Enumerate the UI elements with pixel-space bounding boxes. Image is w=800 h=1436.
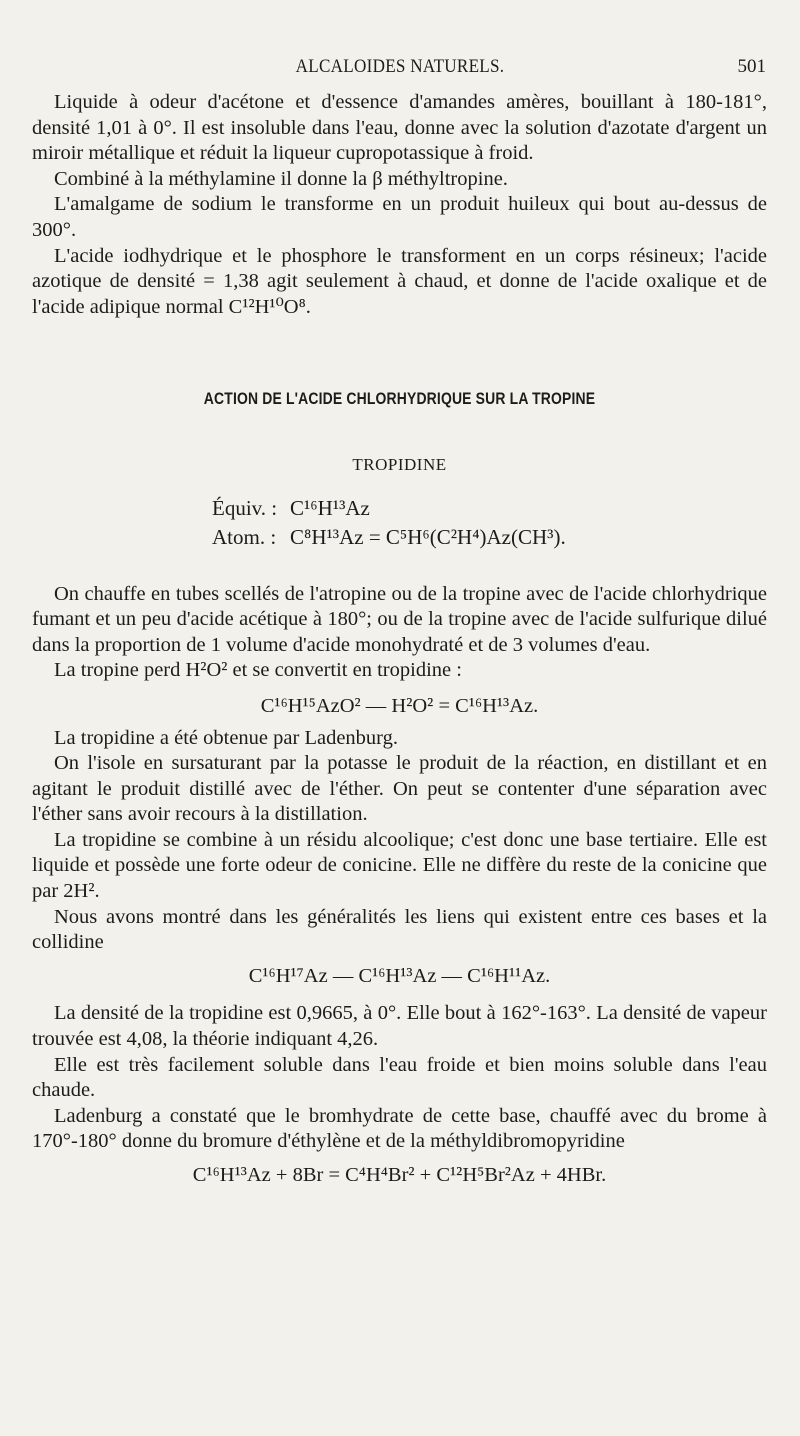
atom-formula: C⁸H¹³Az = C⁵H⁶(C²H⁴)Az(CH³). [290,524,566,549]
section-heading: ACTION DE L'ACIDE CHLORHYDRIQUE SUR LA TROPINE [203,389,596,409]
atom-label: Atom. : [212,524,277,549]
subheading: TROPIDINE [352,454,447,474]
paragraph: On l'isole en sursaturant par la potasse le produit de la réaction, en distillant et en agitant le produit distillé avec de l'éther. On peut se contenter d'une séparation avec l'éther sans avoir recours à la distillation. [32,752,767,826]
paragraph: La tropidine a été obtenue par Ladenburg. [54,726,398,749]
paragraph: Nous avons montré dans les généralités les liens qui existent entre ces bases et la collidine [32,905,767,954]
equiv-label: Équiv. : [212,495,278,520]
equation-bromination: C¹⁶H¹³Az + 8Br = C⁴H⁴Br² + C¹²H⁵Br²Az + 4HBr. [192,1164,607,1186]
paragraph: L'acide iodhydrique et le phosphore le transforment en un corps résineux; l'acide azotique de densité = 1,38 agit seulement à chaud, et donne de l'acide oxalique et de l'acide adipique normal C¹²H¹⁰O⁸. [32,244,767,318]
paragraph: La densité de la tropidine est 0,9665, à 0°. Elle bout à 162°-163°. La densité de vapeur trouvée est 4,08, la théorie indiquant 4,26. [32,1002,767,1051]
page-header [0,56,800,86]
paragraph: On chauffe en tubes scellés de l'atropine ou de la tropine avec de l'acide chlorhydrique fumant et un peu d'acide acétique à 180°; ou de la tropine avec de l'acide sulfurique dilué dans la proportion de 1 volume d'acide monohydraté et de 3 volumes d'eau. [32,582,767,656]
equiv-formula: C¹⁶H¹³Az [290,495,370,520]
equation-dehydration: C¹⁶H¹⁵AzO² — H²O² = C¹⁶H¹³Az. [260,694,539,717]
paragraph: Elle est très facilement soluble dans l'eau froide et bien moins soluble dans l'eau chaude. [32,1053,767,1102]
paragraph: Liquide à odeur d'acétone et d'essence d'amandes amères, bouillant à 180-181°, densité 1,01 à 0°. Il est insoluble dans l'eau, donne avec la solution d'azotate d'argent un miroir métallique et réduit la liqueur cupropotassique à froid. [32,91,767,165]
paragraph: Ladenburg a constaté que le bromhydrate de cette base, chauffé avec du brome à 170°-180° donne du bromure d'éthylène et de la méthyldibromopyridine [32,1104,767,1153]
page-number: 501 [737,56,766,77]
paragraph: La tropine perd H²O² et se convertit en tropidine : [54,659,462,682]
formula-block [212,494,767,552]
page-body [32,90,767,1189]
paragraph: L'amalgame de sodium le transforme en un produit huileux qui bout au-dessus de 300°. [32,193,767,241]
equation-collidine: C¹⁶H¹⁷Az — C¹⁶H¹³Az — C¹⁶H¹¹Az. [248,964,551,987]
paragraph: La tropidine se combine à un résidu alcoolique; c'est donc une base tertiaire. Elle est liquide et possède une forte odeur de conicine. Elle ne diffère du reste de la conicine que par 2H². [32,828,767,903]
paragraph: Combiné à la méthylamine il donne la β méthyltropine. [54,167,508,190]
running-title: ALCALOIDES NATURELS. [295,56,505,77]
